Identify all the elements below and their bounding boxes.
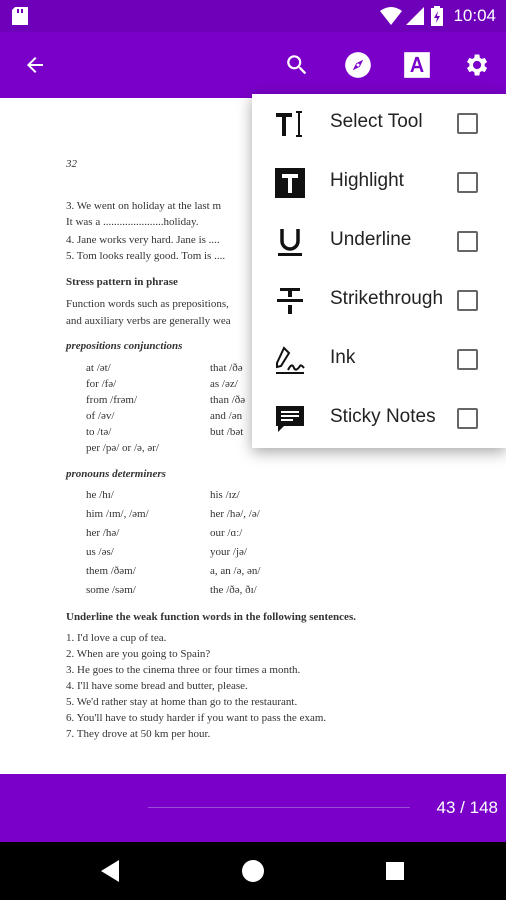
text-line: 6. You'll have to study harder if you want to pass the exam. bbox=[66, 712, 327, 724]
text-line: 3. We went on holiday at the last m bbox=[66, 200, 222, 212]
compass-icon bbox=[344, 51, 372, 79]
text-line: for /fə/ bbox=[86, 378, 117, 390]
sticky-notes-checkbox[interactable] bbox=[457, 408, 478, 429]
menu-item-sticky-notes[interactable] bbox=[252, 389, 506, 448]
section-heading: prepositions conjunctions bbox=[66, 340, 183, 352]
text-line: some /səm/ bbox=[86, 584, 136, 596]
underline-checkbox[interactable] bbox=[457, 231, 478, 252]
navigate-button[interactable] bbox=[338, 45, 378, 85]
menu-item-label: Sticky Notes bbox=[330, 406, 436, 427]
page-indicator: 43 / 148 bbox=[436, 798, 498, 817]
system-nav-bar bbox=[0, 842, 506, 900]
highlight-icon bbox=[274, 167, 306, 199]
text-line: of /əv/ bbox=[86, 410, 115, 422]
text-line: It was a ......................holiday. bbox=[66, 216, 199, 228]
back-button[interactable] bbox=[15, 45, 55, 85]
text-line: 2. When are you going to Spain? bbox=[66, 648, 211, 660]
sd-card-icon bbox=[12, 7, 28, 25]
highlight-checkbox[interactable] bbox=[457, 172, 478, 193]
text-line: his /ɪz/ bbox=[210, 489, 240, 501]
text-line: than /ðə bbox=[210, 394, 246, 406]
ink-pen-icon bbox=[274, 344, 306, 376]
text-line: from /frəm/ bbox=[86, 394, 138, 406]
ink-checkbox[interactable] bbox=[457, 349, 478, 370]
app-bar bbox=[0, 32, 506, 98]
underline-icon bbox=[274, 226, 306, 258]
text-line: your /jə/ bbox=[210, 546, 247, 558]
text-line: 4. Jane works very hard. Jane is .... bbox=[66, 234, 220, 246]
nav-recents-icon[interactable] bbox=[380, 856, 410, 886]
text-line: her /hə/, /ə/ bbox=[210, 508, 260, 520]
settings-button[interactable] bbox=[456, 45, 496, 85]
text-line: and /ən bbox=[210, 410, 243, 422]
text-line: that /ðə bbox=[210, 362, 243, 374]
text-line: at /ət/ bbox=[86, 362, 111, 374]
text-line: and auxiliary verbs are generally wea bbox=[66, 315, 231, 327]
text-settings-button[interactable] bbox=[397, 45, 437, 85]
text-line: as /əz/ bbox=[210, 378, 238, 390]
battery-icon bbox=[431, 6, 443, 26]
text-line: a, an /ə, ən/ bbox=[210, 565, 261, 577]
pager-bar bbox=[0, 774, 506, 842]
text-line: to /tə/ bbox=[86, 426, 112, 438]
text-line: per /pə/ or /ə, ər/ bbox=[86, 442, 159, 454]
text-line: our /ɑː/ bbox=[210, 527, 243, 539]
text-line: her /hə/ bbox=[86, 527, 120, 539]
menu-item-highlight[interactable] bbox=[252, 153, 506, 212]
wifi-icon bbox=[380, 7, 402, 25]
text-line: 1. I'd love a cup of tea. bbox=[66, 632, 167, 644]
menu-item-select-tool[interactable] bbox=[252, 94, 506, 153]
clock: 10:04 bbox=[453, 6, 496, 25]
text-line: the /ðə, ðɪ/ bbox=[210, 584, 257, 596]
search-button[interactable] bbox=[277, 45, 317, 85]
nav-back-icon[interactable] bbox=[96, 856, 126, 886]
text-line: 5. Tom looks really good. Tom is .... bbox=[66, 250, 226, 262]
font-icon bbox=[403, 51, 431, 79]
menu-item-label: Select Tool bbox=[330, 111, 423, 132]
text-line: 7. They drove at 50 km per hour. bbox=[66, 728, 211, 740]
sticky-note-icon bbox=[274, 403, 306, 435]
section-heading: pronouns determiners bbox=[66, 468, 166, 480]
menu-item-label: Underline bbox=[330, 229, 412, 250]
signal-icon bbox=[406, 7, 424, 25]
text-line: 5. We'd rather stay at home than go to the restaurant. bbox=[66, 696, 298, 708]
menu-item-strikethrough[interactable] bbox=[252, 271, 506, 330]
text-line: 4. I'll have some bread and butter, please. bbox=[66, 680, 248, 692]
arrow-back-icon bbox=[23, 53, 47, 77]
strikethrough-checkbox[interactable] bbox=[457, 290, 478, 311]
text-line: us /əs/ bbox=[86, 546, 114, 558]
text-line: him /ɪm/, /əm/ bbox=[86, 508, 149, 520]
nav-home-icon[interactable] bbox=[238, 856, 268, 886]
text-line: but /bət bbox=[210, 426, 244, 438]
menu-item-label: Ink bbox=[330, 347, 356, 368]
menu-item-label: Highlight bbox=[330, 170, 404, 191]
gear-icon bbox=[462, 51, 490, 79]
annotation-menu bbox=[252, 94, 506, 448]
text-line: Function words such as prepositions, bbox=[66, 298, 229, 310]
status-bar bbox=[0, 0, 506, 32]
strikethrough-icon bbox=[274, 285, 306, 317]
text-line: 3. He goes to the cinema three or four times a month. bbox=[66, 664, 301, 676]
select-tool-checkbox[interactable] bbox=[457, 113, 478, 134]
text-line: them /ðəm/ bbox=[86, 565, 136, 577]
section-heading: Underline the weak function words in the following sentences. bbox=[66, 611, 356, 623]
section-heading: Stress pattern in phrase bbox=[66, 276, 178, 288]
menu-item-underline[interactable] bbox=[252, 212, 506, 271]
search-icon bbox=[284, 52, 310, 78]
text-line: he /hɪ/ bbox=[86, 489, 114, 501]
page-scrubber[interactable] bbox=[148, 807, 410, 808]
menu-item-ink[interactable] bbox=[252, 330, 506, 389]
page-number-label: 32 bbox=[66, 158, 77, 170]
text-cursor-icon bbox=[274, 108, 306, 140]
menu-item-label: Strikethrough bbox=[330, 288, 444, 309]
